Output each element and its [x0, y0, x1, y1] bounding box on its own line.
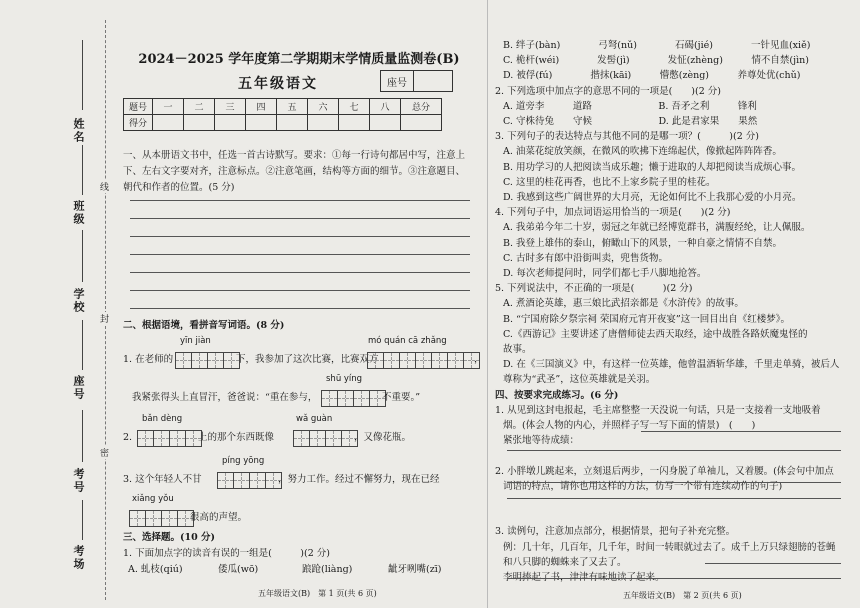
page2-line: D. 在《三国演义》中，有这样一位英雄，他曾温酒斩华雄，千里走单骑，被后人: [503, 359, 840, 371]
score-header-cell: 四: [246, 99, 277, 115]
page1-footer: 五年级语文(B) 第 1 页(共 6 页): [258, 589, 377, 598]
answer-line-q4-2a[interactable]: [507, 482, 841, 483]
school-label: 学校: [72, 288, 85, 314]
name-label: 姓名: [72, 118, 85, 144]
score-row-label: 得分: [124, 115, 153, 131]
q2-1-text-d: 我紧张得头上直冒汗，爸爸说：“重在参与，: [132, 392, 318, 403]
score-cell[interactable]: [339, 115, 370, 131]
subject-title: 五年级语文: [238, 76, 318, 92]
page2-line: 尊称为“武圣”，这位英雄就是关羽。: [503, 374, 656, 386]
score-header-cell: 总分: [401, 99, 442, 115]
tianzige-waguan[interactable]: [294, 430, 358, 447]
q2-3-text-b: ，努力工作。经过不懈努力，现在已经: [278, 474, 440, 485]
page2-line: D. 我感到这些广阔世界的大月亮，无论如何比不上我那心爱的小月亮。: [503, 192, 802, 203]
q3-1-stem: 1. 下面加点字的读音有误的一组是( )(2 分): [123, 548, 330, 559]
score-cell[interactable]: [401, 115, 442, 131]
seat-number-field[interactable]: [414, 71, 452, 91]
tianzige-bandeng[interactable]: [138, 430, 202, 447]
answer-line-q4-2b[interactable]: [507, 498, 841, 499]
q2-1-text-b: 下，我参加了这次比赛，比赛双方: [236, 354, 379, 365]
score-header-cell: 三: [215, 99, 246, 115]
score-table-score-row: [124, 115, 442, 131]
seat-line: [82, 320, 83, 370]
page2-line: B. “宁国府除夕祭宗祠 荣国府元宵开夜宴”这一回目出自《红楼梦》。: [503, 313, 791, 325]
score-header-cell: 一: [153, 99, 184, 115]
seal-char-seal: 封: [100, 312, 109, 325]
pinyin-waguan: wǎ guàn: [296, 414, 333, 424]
pinyin-xiangyou: xiǎng yǒu: [132, 494, 174, 504]
page2-line: B. 绊子(bàn) 弓弩(nǔ) 石碣(jié) 一针见血(xiě): [503, 40, 811, 51]
page2-line: B. 我登上雄伟的泰山，俯瞰山下的风景，一种自豪之情情不自禁。: [503, 237, 783, 249]
page2-line: A. 我弟弟今年二十岁，弱冠之年就已经博览群书，满腹经纶，让人佩服。: [503, 222, 811, 234]
seal-char-secret: 密: [100, 446, 109, 459]
answer-line-q4-1b[interactable]: [507, 450, 841, 451]
score-header-cell: 二: [184, 99, 215, 115]
tianzige-moquancazhang[interactable]: [368, 352, 480, 369]
page2-line: 4. 下列句子中，加点词语运用恰当的一项是( )(2 分): [495, 207, 731, 219]
answer-line-q4-3[interactable]: [705, 563, 841, 564]
q2-2-text-c: ，又像花瓶。: [354, 432, 412, 443]
score-table: [123, 98, 442, 131]
score-header-cell: 五: [277, 99, 308, 115]
section3-heading: 三、选择题。(10 分): [123, 532, 216, 543]
tianzige-pingyong[interactable]: [218, 472, 282, 489]
seat-label: 座号: [72, 375, 85, 401]
page2-line: 2. 下列选项中加点字的意思不同的一项是( )(2 分): [495, 85, 721, 97]
score-cell[interactable]: [184, 115, 215, 131]
page2-line: 紧张地等待成绩：: [503, 435, 580, 447]
score-cell[interactable]: [246, 115, 277, 131]
seal-dash-line: [105, 20, 106, 600]
tianzige-xiangyou[interactable]: [130, 510, 194, 527]
q2-2-text-a: 2.: [123, 432, 133, 443]
seat-number-label: 座号: [381, 71, 414, 91]
page2-line: A. 油菜花绽放笑颜，在微风的吹拂下连绵起伏，像掀起阵阵阵香。: [503, 146, 782, 158]
q3-1-option-a2: 倭瓜(wō): [218, 564, 259, 575]
score-cell[interactable]: [370, 115, 401, 131]
page2-line: 2. 小胖墩儿跳起来，立刻退后两步，一闪身脱了单袖儿，又着腰。(体会句中加点: [495, 465, 834, 477]
page2-line: C. 这里的桂花再香，也比不上家乡院子里的桂花。: [503, 176, 716, 188]
pinyin-pingyong: píng yōng: [222, 456, 265, 466]
q2-2-text-b: 上的那个东西既像: [198, 432, 275, 443]
page-1: [118, 0, 484, 608]
q3-1-option-a1: A. 虬枝(qiú): [128, 564, 183, 575]
page2-line: D. 被俘(fú) 揩抹(kāi) 懵憋(zèng) 养尊处优(chǔ): [503, 70, 801, 82]
q3-1-option-a3: 踉跄(liàng): [302, 564, 353, 575]
tianzige-yinjian[interactable]: [176, 352, 240, 369]
page2-line: 5. 下列说法中，不正确的一项是( )(2 分): [495, 283, 693, 295]
score-cell[interactable]: [153, 115, 184, 131]
q2-1-text-e: 不重要。”: [382, 392, 421, 403]
score-table-header-row: [124, 99, 442, 115]
exam-room-label: 考场: [72, 545, 85, 571]
page2-line: 1. 从见到这封电报起，毛主席整整一天没说一句话，只是一支接着一支地吸着: [495, 404, 821, 416]
score-header-cell: 七: [339, 99, 370, 115]
page2-line: C.《西游记》主要讲述了唐僧师徒去西天取经，途中战胜各路妖魔鬼怪的: [503, 328, 808, 340]
page2-line: 和八只脚的蜘蛛来了又去了。: [503, 556, 627, 568]
class-label: 班级: [72, 200, 85, 226]
q2-1-text-c: ，: [474, 354, 484, 365]
section1-line2: 下、左右文字要对齐，注意标点。②注意笔画，结构等方面的细节。③注意题目、: [123, 166, 466, 177]
page2-footer: 五年级语文(B) 第 2 页(共 6 页): [623, 591, 742, 600]
page2-line: A. 煮酒论英雄，惠三娘比武招亲都是《水浒传》的故事。: [503, 298, 744, 310]
page2-line: C. 古时多有郎中沿街叫卖，兜售货物。: [503, 252, 668, 264]
answer-line-q4-1[interactable]: [641, 431, 841, 432]
q2-3-text-a: 3. 这个年轻人不甘: [123, 474, 202, 485]
score-header-cell: 八: [370, 99, 401, 115]
score-header-cell: 六: [308, 99, 339, 115]
name-line: [82, 40, 83, 110]
page-divider: [487, 0, 488, 608]
page2-line: B. 用功学习的人把阅读当成乐趣；懒于进取的人却把阅读当成烦心事。: [503, 161, 802, 173]
score-cell[interactable]: [308, 115, 339, 131]
pinyin-bandeng: bǎn dèng: [142, 414, 183, 424]
pinyin-moquancazhang: mó quán cā zhǎng: [368, 336, 447, 346]
school-line: [82, 230, 83, 282]
q3-1-option-a4: 龇牙咧嘴(zī): [388, 564, 442, 575]
score-header-cell: 题号: [124, 99, 153, 115]
seal-char-line: 线: [100, 180, 109, 193]
q2-1-text-a: 1. 在老师的: [123, 354, 174, 365]
binding-strip: [0, 0, 118, 608]
page2-line: D. 每次老师提问时，同学们都七手八脚地抢答。: [503, 268, 707, 279]
page2-line: 3. 下列句子的表达特点与其他不同的是哪一项？( )(2 分): [495, 131, 759, 143]
score-cell[interactable]: [277, 115, 308, 131]
tianzige-shuying[interactable]: [322, 390, 386, 407]
q2-3-text-c: 很高的声望。: [190, 512, 248, 523]
page2-line: C. 守株待兔 守候 D. 此是君家果 果然: [503, 116, 758, 127]
page2-line: 四、按要求完成练习。(6 分): [495, 389, 619, 401]
page2-line: 词语的特点，请你也用这样的方法，仿写一个带有连续动作的句子): [503, 480, 783, 492]
pinyin-shuying: shū yíng: [326, 374, 363, 384]
page2-line: 3. 读例句，注意加点部分，根据情景，把句子补充完整。: [495, 526, 736, 538]
pinyin-yinjian: yīn jiàn: [180, 336, 211, 346]
page2-line: 李明捧起了书，津津有味地读了起来。: [503, 572, 665, 583]
page2-line: C. 桅杆(wéi) 发髻(jì) 发怔(zhèng) 情不自禁(jìn): [503, 55, 809, 67]
exam-room-line: [82, 500, 83, 540]
exam-title: 2024－2025 学年度第二学期期末学情质量监测卷(B): [138, 52, 460, 67]
score-cell[interactable]: [215, 115, 246, 131]
page2-line: 故事。: [503, 344, 532, 355]
exam-no-line: [82, 410, 83, 462]
page2-line: 烟。(体会人物的内心，并照样子写一写下面的情景) ( ): [503, 420, 756, 431]
exam-no-label: 考号: [72, 468, 85, 494]
page-2: [493, 0, 851, 608]
section1-line3: 朝代和作者的位置。(5 分): [123, 182, 235, 193]
section2-heading: 二、根据语境，看拼音写词语。(8 分): [123, 320, 285, 331]
answer-line-q4-3b[interactable]: [507, 578, 841, 579]
page2-line: A. 道旁李 道路 B. 吾矛之利 锋利: [503, 100, 757, 112]
section1-line1: 一、从本册语文书中，任选一首古诗默写。要求：①每一行诗句都居中写，注意上: [123, 150, 466, 161]
page2-line: 例：几十年，几百年，几千年，时间一转眼就过去了。成千上万只绿翅膀的苍蝇: [503, 541, 836, 553]
seat-number-box: [380, 70, 453, 92]
class-line: [82, 145, 83, 195]
